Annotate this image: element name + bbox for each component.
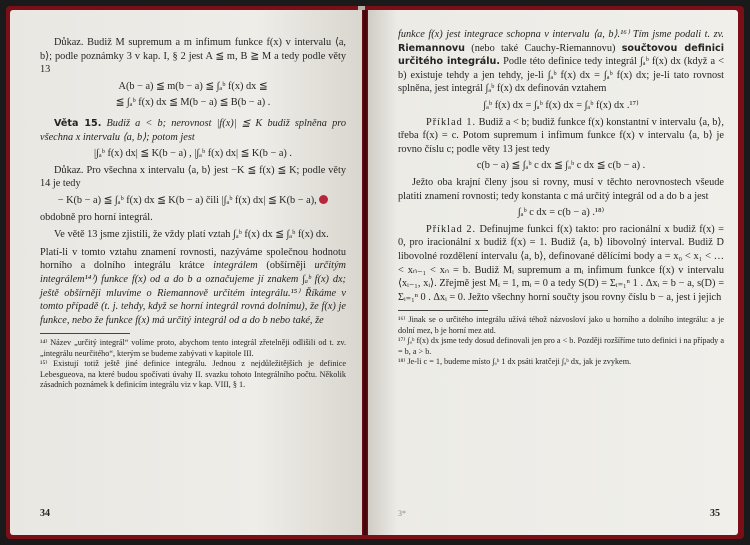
- example-1-text: Budiž a < b; budiž funkce f(x) konstantní v intervalu ⟨a, b⟩, třeba f(x) = c. Potom supremum i infimum funkce f(x) v intervalu ⟨a, b⟩ je rovno číslu c; podle věty 13 jest tedy: [398, 116, 724, 155]
- footnote-16: ¹⁶⁾ Jinak se o určitého integrálu užívá téhož názvosloví jako u horního a dolního integrálu: a je dolní mez, b je horní mez atd.: [398, 315, 724, 335]
- paragraph-definition: [398, 28, 724, 96]
- equation-example-1: c(b − a) ≦ ∫ₐᵇ c dx ≦ ∫ₐᵇ c dx ≦ c(b − a) .: [476, 160, 646, 172]
- p5-part-c: (obšírněji: [257, 260, 315, 272]
- page-right: [368, 10, 738, 535]
- footnote-14: ¹⁴⁾ Název „určitý integrál“ volíme proto, abychom tento integrál zřetelněji odlišili od t. zv. „integrálu neurčitého“, kterým se budeme zabývati v kapitole III.: [40, 338, 346, 358]
- theorem-text: Budiž a < b; nerovnost |f(x)| ≦ K budiž splněna pro všechna x intervalu ⟨a, b⟩; potom jest: [40, 117, 346, 143]
- equation-2: ≦ ∫ₐᵇ f(x) dx ≦ M(b − a) ≦ B(b − a) .: [115, 97, 271, 109]
- proof-paragraph-1: Důkaz. Budiž M supremum a m infimum funkce f(x) v intervalu ⟨a, b⟩; podle poznámky 3 v kap. I, § 2 jest A ≦ m, B ≧ M a tedy podle věty 13: [40, 37, 346, 76]
- p5-part-e: ¹⁴⁾) funkce f(x) od a do b a označujeme jí znakem ∫ₐᵇ f(x) dx; ještě obšírněji mluvíme o Riemannově určitém integrálu.¹⁵⁾ Říkáme v tomto případě (t. j. tehdy, když se horní integrál rovná dolnímu), že f(x) je funkce, nebo že funkce f(x) má určitý integrál od a do b nebo také, že: [40, 273, 346, 326]
- page-number-right: 35: [710, 508, 720, 520]
- red-ink-mark: [319, 195, 328, 204]
- p5-term-definite: určitým integrálem: [40, 260, 346, 285]
- example-1-label: Příklad 1.: [426, 116, 477, 128]
- example-2-text: Definujme funkci f(x) takto: pro racionální x budiž f(x) = 0, pro iracionální x budiž f(x) = 1. Budiž ⟨a, b⟩ libovolný interval. Budiž D libovolné rozdělení intervalu ⟨a, b⟩, definované dělícími body a = x₀ < x₁ < … < xₙ₋₁ < xₙ = b. Budiž Mᵢ supremum a mᵢ infimum funkce f(x) v intervalu ⟨xᵢ₋₁, xᵢ⟩. Zřejmě jest Mᵢ = 1, mᵢ = 0 a tedy S(D) = Σᵢ₌₁ⁿ 1 . Δxᵢ = b − a, s(D) = Σᵢ₌₁ⁿ 0 . Δxᵢ = 0. Ježto všechny horní součty jsou rovny číslu b − a, jest i jejich: [398, 223, 724, 303]
- equation-definition: ∫ₐᵇ f(x) dx = ∫ₐᵇ f(x) dx = ∫ₐᵇ f(x) dx .¹⁷⁾: [483, 99, 639, 111]
- paragraph-3: obdobně pro horní integrál.: [40, 211, 153, 223]
- theorem-label: Věta 15.: [54, 117, 102, 129]
- def-part-a: funkce f(x) jest integrace schopna v intervalu ⟨a, b⟩.¹⁶⁾ Tím jsme podali t. zv.: [398, 29, 724, 40]
- footnote-rule-right: [398, 310, 488, 311]
- signature-mark: 3*: [398, 509, 406, 519]
- page-number-left: 34: [40, 508, 50, 520]
- def-part-c: (nebo také Cauchy-Riemannovu): [465, 42, 622, 54]
- book-spread: [6, 6, 744, 539]
- footnote-17: ¹⁷⁾ ∫ₐᵇ f(x) dx jsme tedy dosud definovali jen pro a < b. Později rozšíříme tuto definici i na případy a = b, a > b.: [398, 336, 724, 356]
- def-sum-definition: součtovou definici určitého integrálu.: [398, 42, 724, 68]
- footnote-rule: [40, 333, 130, 334]
- def-part-e: Podle této definice tedy integrál ∫ₐᵇ f(x) dx (když a < b) existuje tehdy a jen tehdy, je-li ∫ₐᵇ f(x) dx = ∫ₐᵇ f(x) dx; je-li tato rovnost splněna, jest integrál ∫ₐᵇ f(x) dx definován vztahem: [398, 56, 724, 95]
- footnote-18: ¹⁸⁾ Je-li c = 1, budeme místo ∫ₐᵇ 1 dx psáti kratčeji ∫ₐᵇ dx, jak je zvykem.: [398, 356, 632, 366]
- equation-3: |∫ₐᵇ f(x) dx| ≦ K(b − a) , |∫ₐᵇ f(x) dx| ≦ K(b − a) .: [93, 148, 292, 160]
- equation-constant: ∫ₐᵇ c dx = c(b − a) .¹⁸⁾: [517, 207, 605, 219]
- def-riemann: Riemannovu: [398, 42, 465, 54]
- example-1: [398, 116, 724, 157]
- equation-4: [40, 194, 346, 208]
- example-2-label: Příklad 2.: [426, 223, 477, 235]
- equation-4-text: − K(b − a) ≦ ∫ₐᵇ f(x) dx ≦ K(b − a) čili |∫ₐᵇ f(x) dx| ≦ K(b − a),: [57, 194, 317, 206]
- equation-1: A(b − a) ≦ m(b − a) ≦ ∫ₐᵇ f(x) dx ≦: [118, 80, 268, 92]
- paragraph-4: Ve větě 13 jsme zjistili, že vždy platí vztah ∫ₐᵇ f(x) dx ≦ ∫ₐᵇ f(x) dx.: [54, 229, 329, 241]
- page-left: [10, 10, 362, 535]
- p5-term-integral: integrálem: [213, 260, 258, 272]
- p5-part-a: Platí-li v tomto vztahu znamení rovnosti, nazýváme společnou hodnotu horního a dolního integrálu krátce: [40, 246, 346, 272]
- example-2: [398, 223, 724, 305]
- paragraph-equality: Ježto oba krajní členy jsou si rovny, musí v těchto nerovnostech všeude platiti znamení rovnosti; tedy konstanta c má určitý integrál od a do b a jest: [398, 176, 724, 202]
- theorem-15: [40, 117, 346, 144]
- paragraph-5: [40, 246, 346, 328]
- proof-paragraph-2: Důkaz. Pro všechna x intervalu ⟨a, b⟩ jest −K ≦ f(x) ≦ K; podle věty 14 je tedy: [40, 164, 346, 190]
- footnote-15: ¹⁵⁾ Existují totiž ještě jiné definice integrálu. Jednou z nejdůležitějších je definice Lebesgueova, na které budou spočívati úvahy II. svazku tohoto Integrálního počtu. Několik zásadních poznámek k definicím integrálu viz v kap. VIII, § 1.: [40, 359, 346, 389]
